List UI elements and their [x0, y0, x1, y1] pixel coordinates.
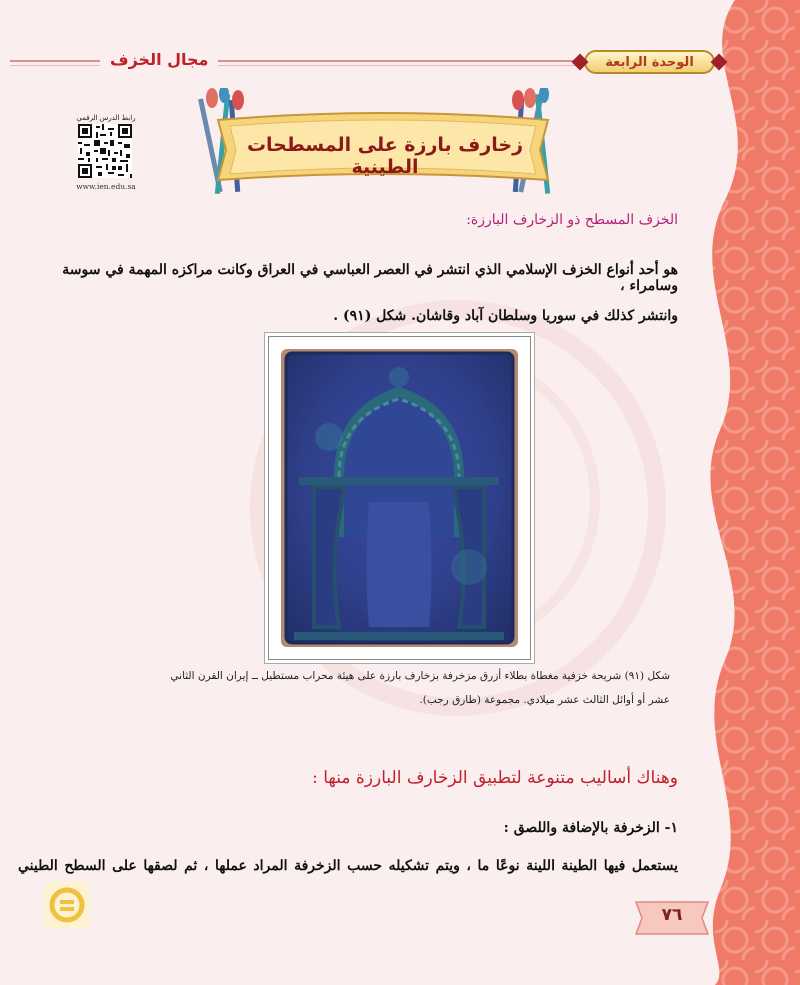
ceramic-tile-image: [269, 337, 530, 659]
paragraph-line-2: وانتشر كذلك في سوريا وسلطان آباد وقاشان. شكل (٩١) .: [333, 308, 678, 324]
page-number: ٧٦: [661, 905, 683, 925]
side-decorative-band: [675, 0, 800, 985]
figure-frame: [268, 336, 531, 660]
unit-badge: [572, 47, 727, 77]
section-subheading: الخزف المسطح ذو الزخارف البارزة:: [466, 212, 678, 228]
lesson-title: زخارف بارزة على المسطحات الطينية: [246, 134, 524, 178]
unit-label: الوحدة الرابعة: [605, 54, 694, 70]
method-item-1-title: ١- الزخرفة بالإضافة واللصق :: [503, 820, 678, 836]
figure-caption-line-2: عشر أو أوائل الثالث عشر ميلادي. مجموعة (طارق رجب).: [419, 694, 670, 706]
methods-heading: وهناك أساليب متنوعة لتطبيق الزخارف البارزة منها :: [312, 768, 678, 788]
qr-code-icon[interactable]: [78, 124, 132, 178]
qr-url[interactable]: www.ien.edu.sa: [76, 182, 136, 191]
figure-caption-line-1: شكل (٩١) شريحة خزفية مغطاة بطلاء أزرق مزخرفة بزخارف بارزة على هيئة محراب مستطيل ــ إيران القرن الثاني: [170, 670, 670, 682]
qr-caption: رابط الدرس الرقمي: [76, 114, 136, 122]
method-item-1-text: يستعمل فيها الطينة اللينة نوعًا ما ، ويتم تشكيله حسب الزخرفة المراد عملها ، ثم لصقها على السطح الطيني: [18, 858, 678, 874]
field-title: مجال الخزف: [100, 50, 218, 69]
paragraph-line-1: هو أحد أنواع الخزف الإسلامي الذي انتشر في العصر العباسي في العراق وكانت مراكزه المهمة في سوسة وسامراء ،: [62, 262, 678, 294]
publisher-logo-icon: [44, 882, 90, 928]
